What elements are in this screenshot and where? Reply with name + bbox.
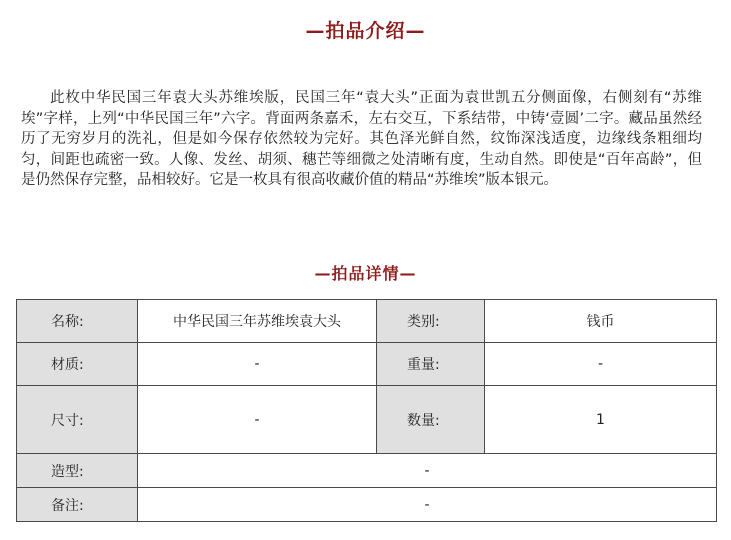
quantity-value: 1 <box>485 386 717 454</box>
size-label: 尺寸: <box>17 386 138 454</box>
size-value: - <box>138 386 377 454</box>
intro-title: —拍品介绍— <box>305 20 426 42</box>
table-row <box>17 343 717 386</box>
category-label: 类别: <box>377 300 485 343</box>
table-row <box>17 454 717 488</box>
intro-description: 此枚中华民国三年袁大头苏维埃版，民国三年“袁大头”正面为袁世凯五分侧面像，右侧刻有“苏维埃”字样，上列“中华民国三年”六字。背面两条嘉禾，左右交互，下系结带，中铸‘壹圆’二字。藏品虽然经历了无穷岁月的洗礼，但是如今保存依然较为完好。其色泽光鲜自然，纹饰深浅适度，边缘线条粗细均匀，间距也疏密一致。人像、发丝、胡须、穗芒等细微之处清晰有度，生动自然。即使是“百年高龄”，但是仍然保存完整，品相较好。它是一枚具有很高收藏价值的精品“苏维埃”版本银元。 <box>21 90 702 189</box>
remark-label: 备注: <box>17 488 138 522</box>
shape-value: - <box>138 454 717 488</box>
name-label: 名称: <box>17 300 138 343</box>
table-row <box>17 488 717 522</box>
quantity-label: 数量: <box>377 386 485 454</box>
details-title: —拍品详情— <box>314 264 417 283</box>
material-label: 材质: <box>17 343 138 386</box>
weight-value: - <box>485 343 717 386</box>
table-row <box>17 386 717 454</box>
details-table <box>16 299 717 522</box>
category-value: 钱币 <box>485 300 717 343</box>
remark-value: - <box>138 488 717 522</box>
shape-label: 造型: <box>17 454 138 488</box>
material-value: - <box>138 343 377 386</box>
table-row <box>17 300 717 343</box>
weight-label: 重量: <box>377 343 485 386</box>
name-value: 中华民国三年苏维埃袁大头 <box>138 300 377 343</box>
